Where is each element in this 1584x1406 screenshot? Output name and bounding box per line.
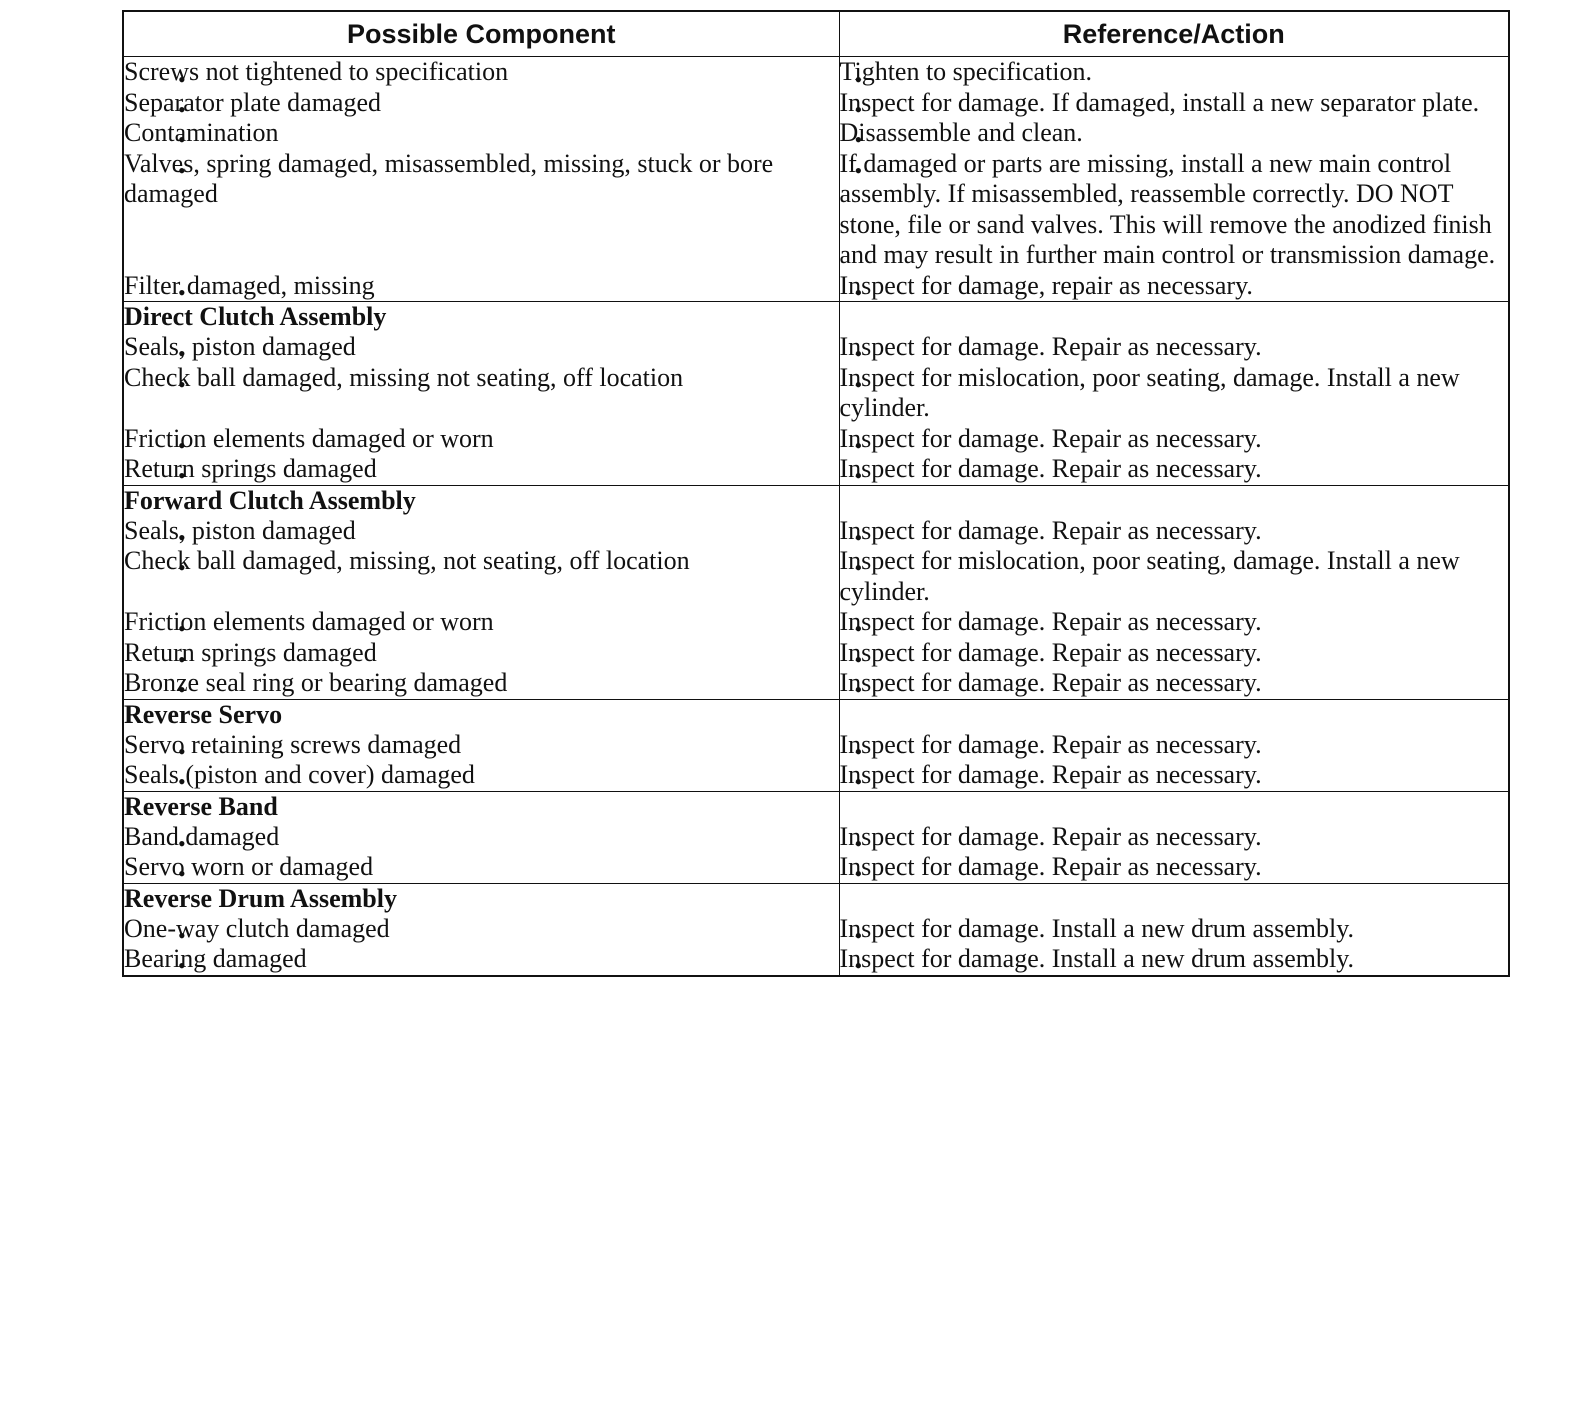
component-cell: • Contamination [123,118,839,149]
table-row [123,822,1509,853]
component-cell: • Friction elements damaged or worn [123,607,839,638]
component-cell: • Seals, piston damaged [123,332,839,363]
table-row [123,57,1509,88]
action-cell: • Inspect for mislocation, poor seating, damage. Install a new cylinder. [839,546,1509,607]
action-cell: • Inspect for damage. Repair as necessary. [839,668,1509,699]
table-row [123,760,1509,791]
table-row [123,424,1509,455]
table-row [123,914,1509,945]
group-title: Reverse Band [123,791,839,822]
diagnosis-table [122,10,1510,977]
group-title-empty-cell [839,302,1509,333]
table-row [123,730,1509,761]
component-cell: • Screws not tightened to specification [123,57,839,88]
table-row [123,516,1509,547]
table-row [123,88,1509,119]
action-cell: • Inspect for damage. Install a new drum assembly. [839,914,1509,945]
action-cell: • Disassemble and clean. [839,118,1509,149]
group-title-row [123,485,1509,516]
action-cell: • Inspect for damage. Repair as necessary. [839,454,1509,485]
component-cell: • Filter damaged, missing [123,271,839,302]
table-row [123,668,1509,699]
component-cell: • Seals, piston damaged [123,516,839,547]
group-title-empty-cell [839,699,1509,730]
action-cell: • Inspect for damage. Repair as necessary. [839,822,1509,853]
action-cell: • Inspect for damage. Install a new drum assembly. [839,944,1509,976]
group-title: Reverse Drum Assembly [123,883,839,914]
group-title: Reverse Servo [123,699,839,730]
component-cell: • Return springs damaged [123,454,839,485]
table-row [123,332,1509,363]
component-cell: • Check ball damaged, missing not seating, off location [123,363,839,424]
table-row [123,546,1509,607]
table-row [123,149,1509,271]
group-title-empty-cell [839,791,1509,822]
action-cell: • Inspect for damage. Repair as necessary. [839,852,1509,883]
component-cell: • Return springs damaged [123,638,839,669]
table-row [123,852,1509,883]
component-cell: • Valves, spring damaged, misassembled, missing, stuck or bore damaged [123,149,839,271]
group-title-empty-cell [839,485,1509,516]
component-cell: • Separator plate damaged [123,88,839,119]
table-row [123,638,1509,669]
component-cell: • Friction elements damaged or worn [123,424,839,455]
action-cell: • Inspect for damage, repair as necessary. [839,271,1509,302]
component-cell: • Bearing damaged [123,944,839,976]
header-reference-action: Reference/Action [839,11,1509,57]
component-cell: • Check ball damaged, missing, not seating, off location [123,546,839,607]
component-cell: • Band damaged [123,822,839,853]
action-cell: • Inspect for damage. Repair as necessary. [839,332,1509,363]
table-row [123,271,1509,302]
action-cell: • Tighten to specification. [839,57,1509,88]
group-title-row [123,302,1509,333]
action-cell: • If damaged or parts are missing, install a new main control assembly. If misassembled, reassemble correctly. DO NOT stone, file or sand valves. This will remove the anodized finish and may result in further main control or transmission damage. [839,149,1509,271]
table-row [123,118,1509,149]
table-row [123,454,1509,485]
component-cell: • One-way clutch damaged [123,914,839,945]
table-body [123,57,1509,976]
group-title: Direct Clutch Assembly [123,302,839,333]
component-cell: • Servo retaining screws damaged [123,730,839,761]
table-row [123,607,1509,638]
group-title-row [123,883,1509,914]
action-cell: • Inspect for mislocation, poor seating, damage. Install a new cylinder. [839,363,1509,424]
component-cell: • Servo worn or damaged [123,852,839,883]
group-title-empty-cell [839,883,1509,914]
action-cell: • Inspect for damage. Repair as necessary. [839,760,1509,791]
group-title: Forward Clutch Assembly [123,485,839,516]
group-title-row [123,699,1509,730]
action-cell: • Inspect for damage. Repair as necessary. [839,607,1509,638]
header-possible-component: Possible Component [123,11,839,57]
component-cell: • Seals (piston and cover) damaged [123,760,839,791]
action-cell: • Inspect for damage. Repair as necessary. [839,730,1509,761]
table-row [123,944,1509,976]
action-cell: • Inspect for damage. If damaged, install a new separator plate. [839,88,1509,119]
action-cell: • Inspect for damage. Repair as necessary. [839,516,1509,547]
component-cell: • Bronze seal ring or bearing damaged [123,668,839,699]
action-cell: • Inspect for damage. Repair as necessary. [839,424,1509,455]
group-title-row [123,791,1509,822]
header-row [123,11,1509,57]
table-row [123,363,1509,424]
action-cell: • Inspect for damage. Repair as necessary. [839,638,1509,669]
